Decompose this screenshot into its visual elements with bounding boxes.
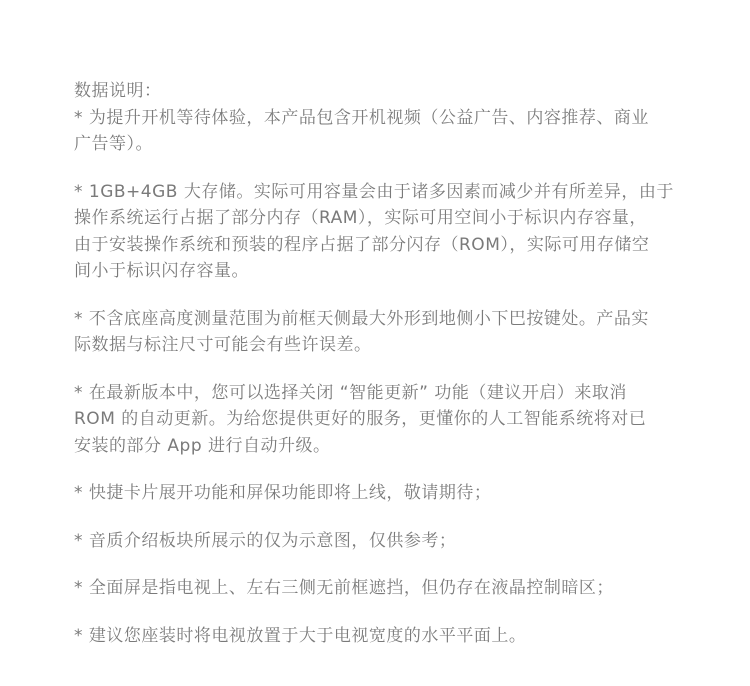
note-quick-card: * 快捷卡片展开功能和屏保功能即将上线，敬请期待；	[74, 483, 492, 503]
note-smart-update: * 在最新版本中，您可以选择关闭 “智能更新” 功能（建议开启）来取消 ROM 的自动更新。为给您提供更好的服务，更懂你的人工智能系统将对已 安装的部分 App 进行自动升级。	[74, 382, 647, 456]
note-placement: * 建议您座装时将电视放置于大于电视宽度的水平平面上。	[74, 625, 527, 646]
note-boot-video: * 为提升开机等待体验，本产品包含开机视频（公益广告、内容推荐、商业 广告等）。	[74, 107, 649, 154]
note-measurement: * 不含底座高度测量范围为前框天侧最大外形到地侧小下巴按键处。产品实 际数据与标注尺寸可能会有些许误差。	[74, 308, 649, 355]
data-notes-section	[74, 78, 694, 649]
note-full-screen: * 全面屏是指电视上、左右三侧无前框遮挡，但仍存在液晶控制暗区；	[74, 578, 614, 598]
notes-title: 数据说明：	[74, 81, 162, 101]
note-audio-illustration: * 音质介绍板块所展示的仅为示意图，仅供参考；	[74, 530, 457, 551]
note-storage: * 1GB+4GB 大存储。实际可用容量会由于诸多因素而减少并有所差异，由于 操作系统运行占据了部分内存（RAM），实际可用空间小于标识内存容量， 由于安装操作系统和预装的程序占据了部分闪存（ROM），实际可用存储空 间小于标识闪存容量。	[74, 181, 674, 281]
